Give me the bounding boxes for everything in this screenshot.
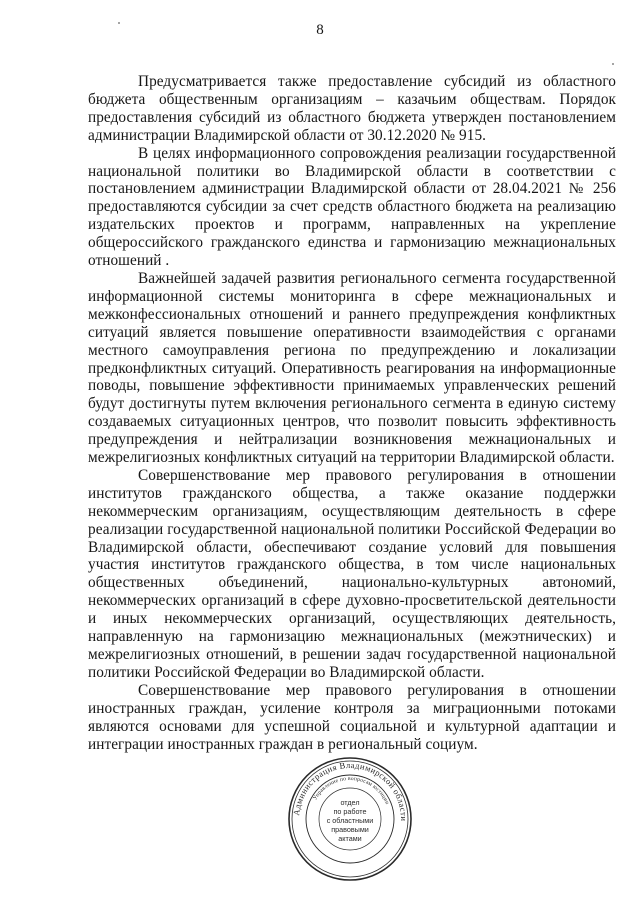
stamp-center-line: по работе [333,807,367,816]
stamp-center-line: отдел [340,798,360,807]
stamp-center-line: с областными [326,816,374,825]
paragraph-foreign-citizens: Совершенствование мер правового регулирования в отношении иностранных граждан, усиление контроля за миграционными потоками являются основами для успешной социальной и культурной адаптации и интеграции иностранных граждан в региональный социум. [88,681,616,753]
scan-speck [118,22,120,24]
stamp-center-line: актами [338,834,362,843]
stamp-center-line: правовыми [331,825,369,834]
stamp-inner-text: Управление по вопросам юстиции [312,775,390,806]
paragraph-information-support: В целях информационного сопровождения реализации государственной национальной политики во Владимирской области в соответствии с постановлением администрации Владимирской области от 28.04.2021 № 256 предоставляются субсидии за счет средств областного бюджета на реализацию издательских проектов и программ, направленных на укрепление общероссийского гражданского единства и гармонизацию межнациональных отношений . [88,144,616,270]
official-stamp [286,755,414,883]
paragraph-monitoring-system: Важнейшей задачей развития регионального сегмента государственной информационной системы мониторинга в сфере межнациональных и межконфессиональных отношений и раннего предупреждения конфликтных ситуаций является повышение оперативности взаимодействия с органами местного самоуправления региона по предупреждению и локализации предконфликтных ситуаций. Оперативность реагирования на информационные поводы, повышение эффективности принимаемых управленческих решений будут достигнуты путем включения регионального сегмента в единую систему создаваемых ситуационных центров, что позволит повысить эффективность предупреждения и нейтрализации возникновения межнациональных и межрелигиозных конфликтных ситуаций на территории Владимирской области. [88,269,616,467]
page-number: 8 [316,22,324,38]
stamp-seal-graphic [286,755,414,883]
document-body [88,73,616,753]
paragraph-civil-society: Совершенствование мер правового регулирования в отношении институтов гражданского общества, а также оказание поддержки некоммерческим организациям, осуществляющим деятельность в сфере реализации государственной национальной политики Российской Федерации во Владимирской области, обеспечивают создание условий для повышения участия институтов гражданского общества, в том числе национальных общественных объединений, национально-культурных автономий, некоммерческих организаций в сфере духовно-просветительской деятельности и иных некоммерческих организаций, осуществляющих деятельность, направленную на гармонизацию межнациональных (межэтнических) и межрелигиозных отношений, в решении задач государственной национальной политики Российской Федерации во Владимирской области. [88,466,616,681]
scan-speck [612,63,614,65]
stamp-outer-text: Администрация Владимирской области [291,759,410,822]
paragraph-subsidies-cossack: Предусматривается также предоставление субсидий из областного бюджета общественным организациям – казачьим обществам. Порядок предоставления субсидий из областного бюджета утвержден постановлением администрации Владимирской области от 30.12.2020 № 915. [88,73,616,144]
